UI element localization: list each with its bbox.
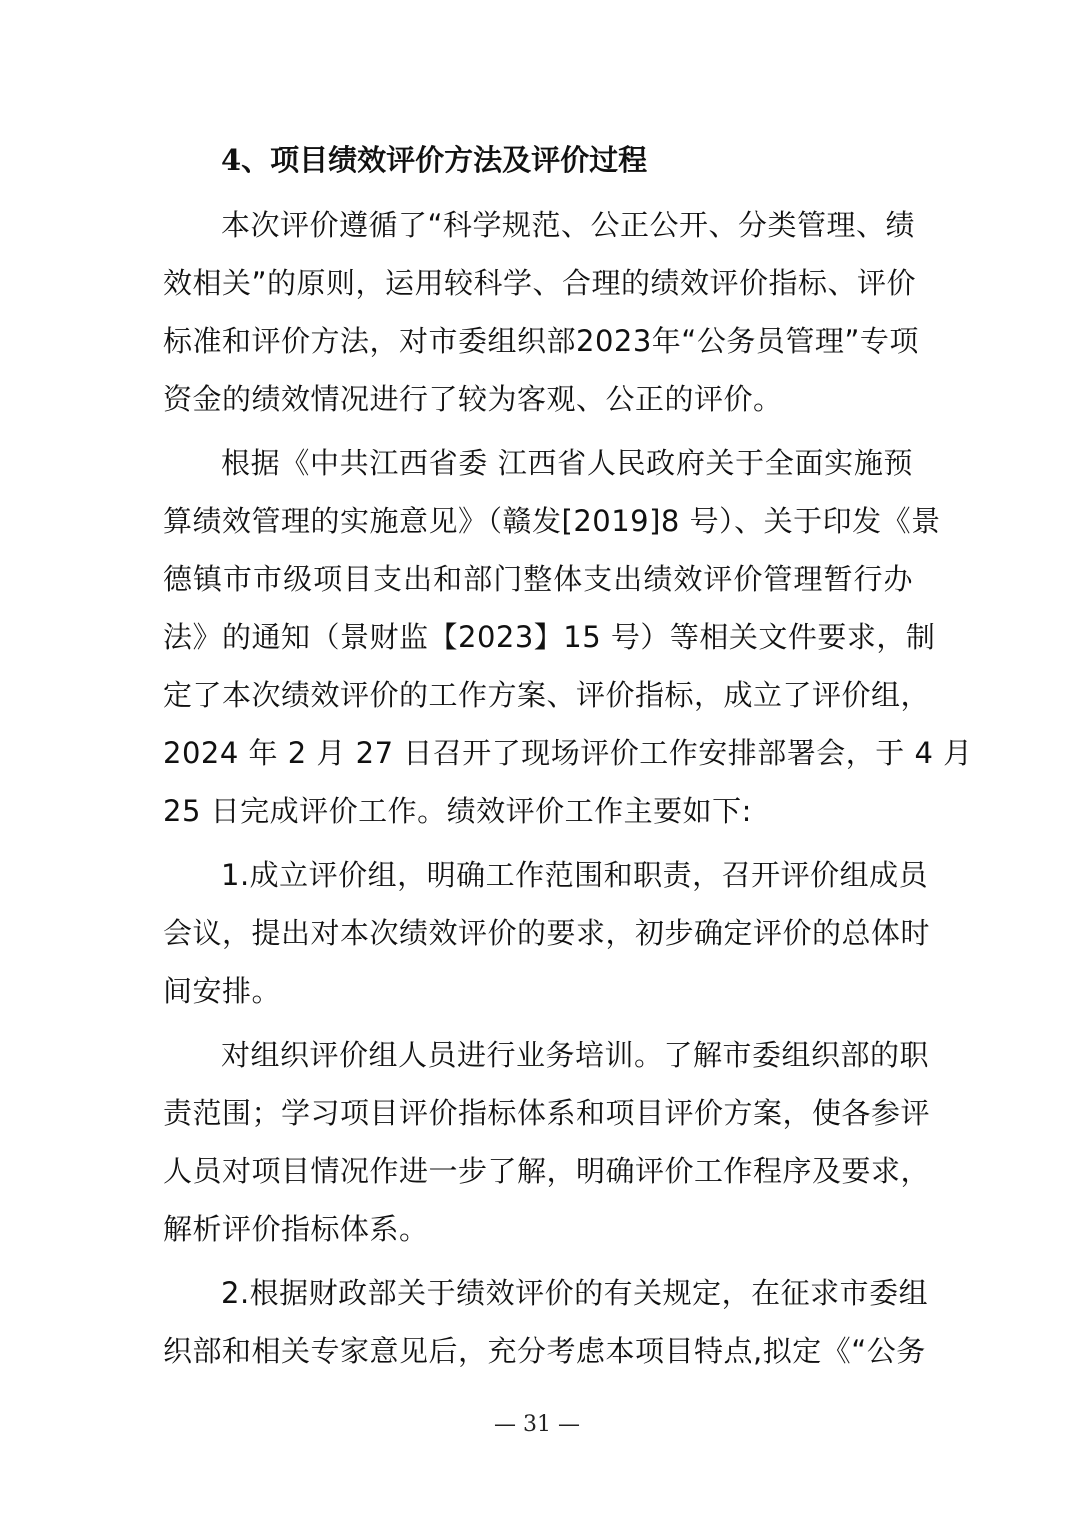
paragraph-line: 人员对项目情况作进一步了解，明确评价工作程序及要求， xyxy=(163,1154,931,1188)
paragraph-training xyxy=(163,1026,931,1258)
section-heading: 4、项目绩效评价方法及评价过程 xyxy=(221,143,648,177)
paragraph-line: 资金的绩效情况进行了较为客观、公正的评价。 xyxy=(163,382,783,416)
paragraph-line: 定了本次绩效评价的工作方案、评价指标，成立了评价组， xyxy=(163,678,931,712)
paragraph-line: 解析评价指标体系。 xyxy=(163,1212,429,1246)
paragraph-line: 根据《中共江西省委 江西省人民政府关于全面实施预 xyxy=(221,446,913,480)
paragraph-line: 对组织评价组人员进行业务培训。了解市委组织部的职 xyxy=(221,1038,930,1072)
paragraph-line: 织部和相关专家意见后，充分考虑本项目特点,拟定《“公务 xyxy=(163,1334,926,1368)
paragraph-line: 标准和评价方法，对市委组织部2023年“公务员管理”专项 xyxy=(163,324,919,358)
document-body xyxy=(163,138,973,1380)
paragraph-line: 责范围；学习项目评价指标体系和项目评价方案，使各参评 xyxy=(163,1096,931,1130)
paragraph-line: 算绩效管理的实施意见》（赣发[2019]8 号）、关于印发《景 xyxy=(163,504,941,538)
paragraph-line: 2.根据财政部关于绩效评价的有关规定，在征求市委组 xyxy=(221,1276,929,1310)
paragraph-evaluation-principles xyxy=(163,196,919,428)
paragraph-line: 2024 年 2 月 27 日召开了现场评价工作安排部署会，于 4 月 xyxy=(163,736,973,770)
paragraph-line: 法》的通知（景财监【2023】15 号）等相关文件要求，制 xyxy=(163,620,936,654)
paragraph-line: 本次评价遵循了“科学规范、公正公开、分类管理、绩 xyxy=(221,208,916,242)
paragraph-evaluation-basis xyxy=(163,434,973,840)
page-number: — 31 — xyxy=(494,1412,580,1437)
paragraph-line: 25 日完成评价工作。绩效评价工作主要如下: xyxy=(163,794,752,828)
paragraph-step-1 xyxy=(163,846,931,1020)
paragraph-line: 间安排。 xyxy=(163,974,282,1008)
paragraph-line: 效相关”的原则，运用较科学、合理的绩效评价指标、评价 xyxy=(163,266,917,300)
paragraph-line: 会议，提出对本次绩效评价的要求，初步确定评价的总体时 xyxy=(163,916,931,950)
paragraph-line: 1.成立评价组，明确工作范围和职责，召开评价组成员 xyxy=(221,858,929,892)
paragraph-line: 德镇市市级项目支出和部门整体支出绩效评价管理暂行办 xyxy=(163,562,913,596)
paragraph-step-2 xyxy=(163,1264,929,1380)
